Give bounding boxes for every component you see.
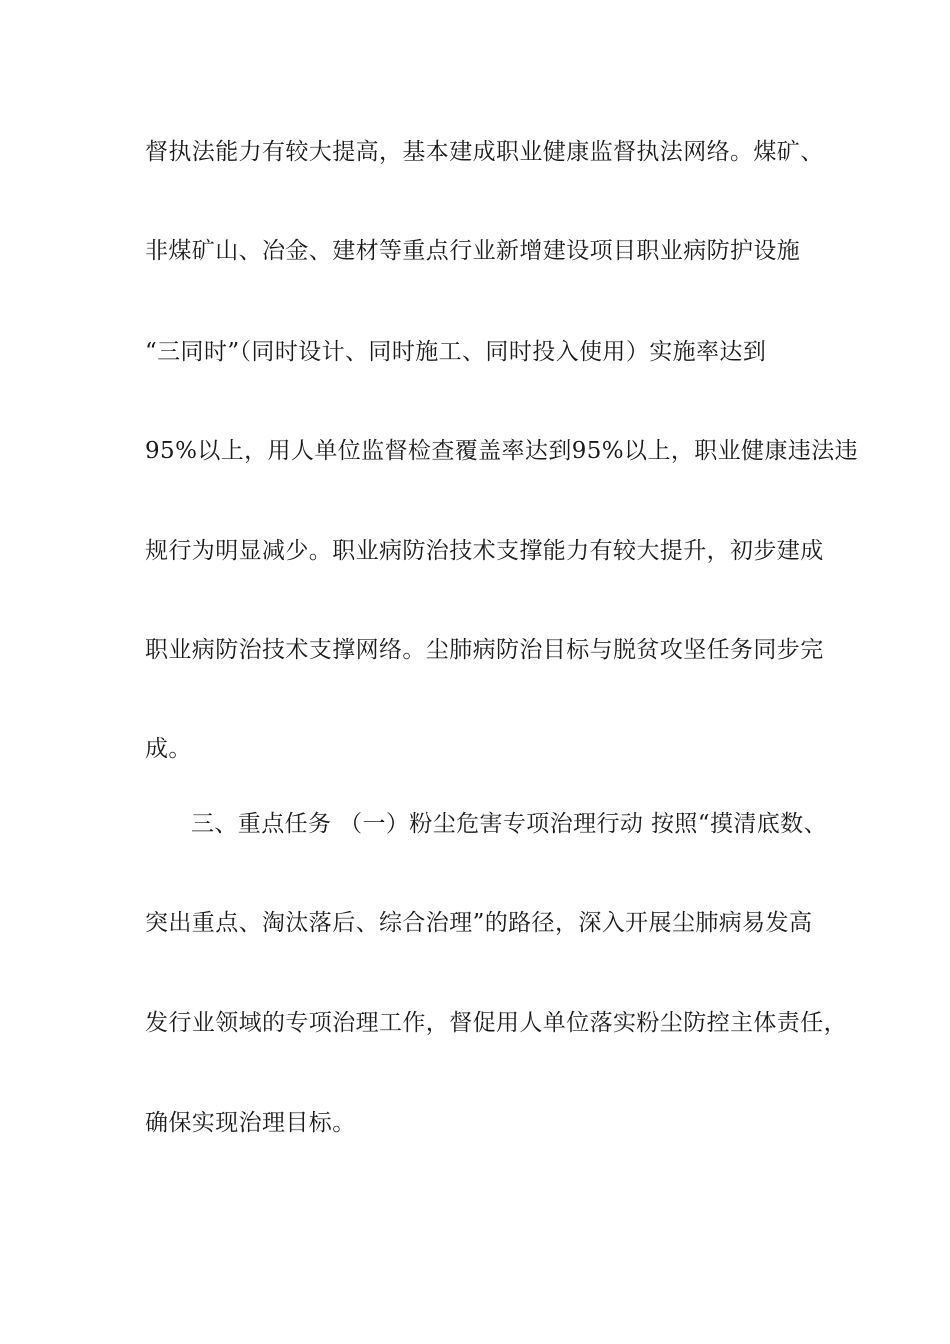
body-text-line: 成。 xyxy=(145,736,192,762)
body-text-line: 非煤矿山、冶金、建材等重点行业新增建设项目职业病防护设施 xyxy=(145,238,801,264)
body-text-line: 职业病防治技术支撑网络。尘肺病防治目标与脱贫攻坚任务同步完 xyxy=(145,637,824,663)
body-text-line: 规行为明显减少。职业病防治技术支撑能力有较大提升，初步建成 xyxy=(145,538,824,564)
section-heading-line: 三、重点任务 （一）粉尘危害专项治理行动 按照“摸清底数、 xyxy=(191,811,827,837)
body-text-line: 督执法能力有较大提高，基本建成职业健康监督执法网络。煤矿、 xyxy=(145,139,824,165)
body-text-line: 确保实现治理目标。 xyxy=(145,1110,356,1136)
body-text-line: 发行业领域的专项治理工作，督促用人单位落实粉尘防控主体责任， xyxy=(145,1010,847,1036)
body-text-line: 95%以上，用人单位监督检查覆盖率达到95%以上，职业健康违法违 xyxy=(145,438,859,464)
body-text-line: “三同时”（同时设计、同时施工、同时投入使用）实施率达到 xyxy=(145,339,767,365)
body-text-line: 突出重点、淘汰落后、综合治理”的路径，深入开展尘肺病易发高 xyxy=(145,910,813,936)
